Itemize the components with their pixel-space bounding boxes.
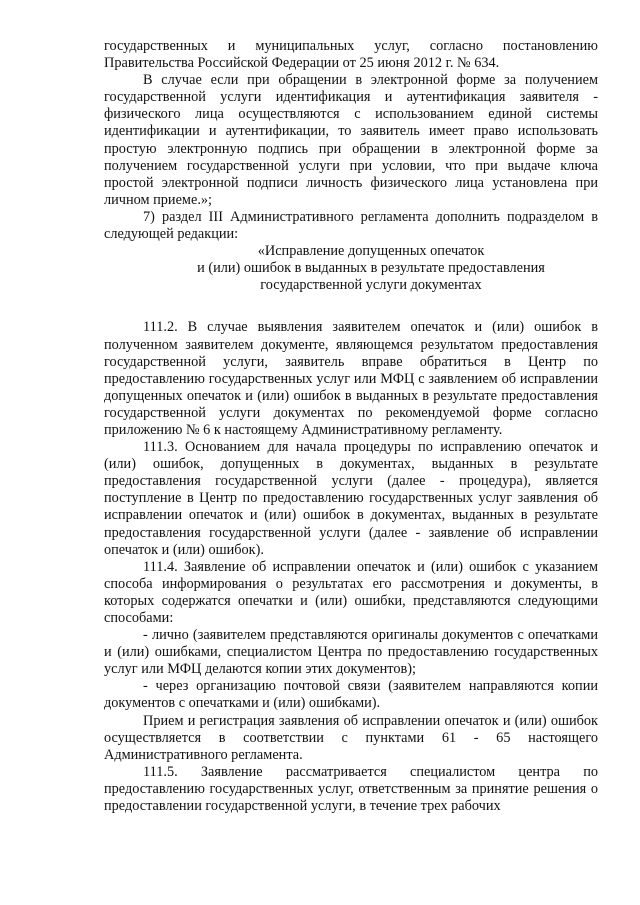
paragraph-electronic-signature: В случае если при обращении в электронной форме за получением государственной услуги идентификация и аутентификация заявителя - физического лица осуществляются с использованием единой системы идентификации и аутентификации, то заявитель имеет право использовать простую электронную подпись при обращении в электронной форме за получением государственной услуги при условии, что при выдаче ключа простой электронной подписи личность физического лица установлена при личном приеме.»; <box>104 72 598 208</box>
paragraph-111-4: 111.4. Заявление об исправлении опечаток и (или) ошибок с указанием способа информирования о результатах его рассмотрения и документы, в которых содержатся опечатки и (или) ошибки, представляются следующими способами: <box>104 558 598 626</box>
document-page <box>104 38 598 815</box>
paragraph-111-2: 111.2. В случае выявления заявителем опечаток и (или) ошибок в полученном заявителем документе, являющемся результатом предоставления государственной услуги, заявитель вправе обратиться в Центр по предоставлению государственных услуг или МФЦ с заявлением об исправлении допущенных опечаток и (или) ошибок в выданных в результате предоставления государственной услуги документах по рекомендуемой форме согласно приложению № 6 к настоящему Административному регламенту. <box>104 319 598 438</box>
heading-line-2: и (или) ошибок в выданных в результате предоставления <box>197 260 545 277</box>
paragraph-continuation: государственных и муниципальных услуг, согласно постановлению Правительства Российской Федерации от 25 июня 2012 г. № 634. <box>104 38 598 72</box>
paragraph-111-3: 111.3. Основанием для начала процедуры по исправлению опечаток и (или) ошибок, допущенных в документах, выданных в результате предоставления государственной услуги (далее - процедура), является поступление в Центр по предоставлению государственных услуг заявления об исправлении опечаток и (или) ошибок в документах, выданных в результате предоставления государственной услуги (далее - заявление об исправлении опечаток и (или) ошибок). <box>104 439 598 558</box>
list-item-by-post: - через организацию почтовой связи (заявителем направляются копии документов с опечатками и (или) ошибками). <box>104 678 598 712</box>
paragraph-amendment-7: 7) раздел III Административного регламента дополнить подразделом в следующей редакции: <box>104 208 598 243</box>
paragraph-registration: Прием и регистрация заявления об исправлении опечаток и (или) ошибок осуществляется в соответствии с пунктами 61 - 65 настоящего Административного регламента. <box>104 712 598 763</box>
list-item-in-person: - лично (заявителем представляются оригиналы документов с опечатками и (или) ошибками, специалистом Центра по предоставлению государственных услуг или МФЦ делаются копии этих документов); <box>104 627 598 678</box>
subsection-heading <box>104 243 598 294</box>
heading-line-3: государственной услуги документах <box>260 277 482 294</box>
paragraph-111-5: 111.5. Заявление рассматривается специалистом центра по предоставлению государственных услуг, ответственным за принятие решения о предоставлении государственной услуги, в течение трех рабочих <box>104 763 598 815</box>
heading-line-1: «Исправление допущенных опечаток <box>257 243 485 260</box>
